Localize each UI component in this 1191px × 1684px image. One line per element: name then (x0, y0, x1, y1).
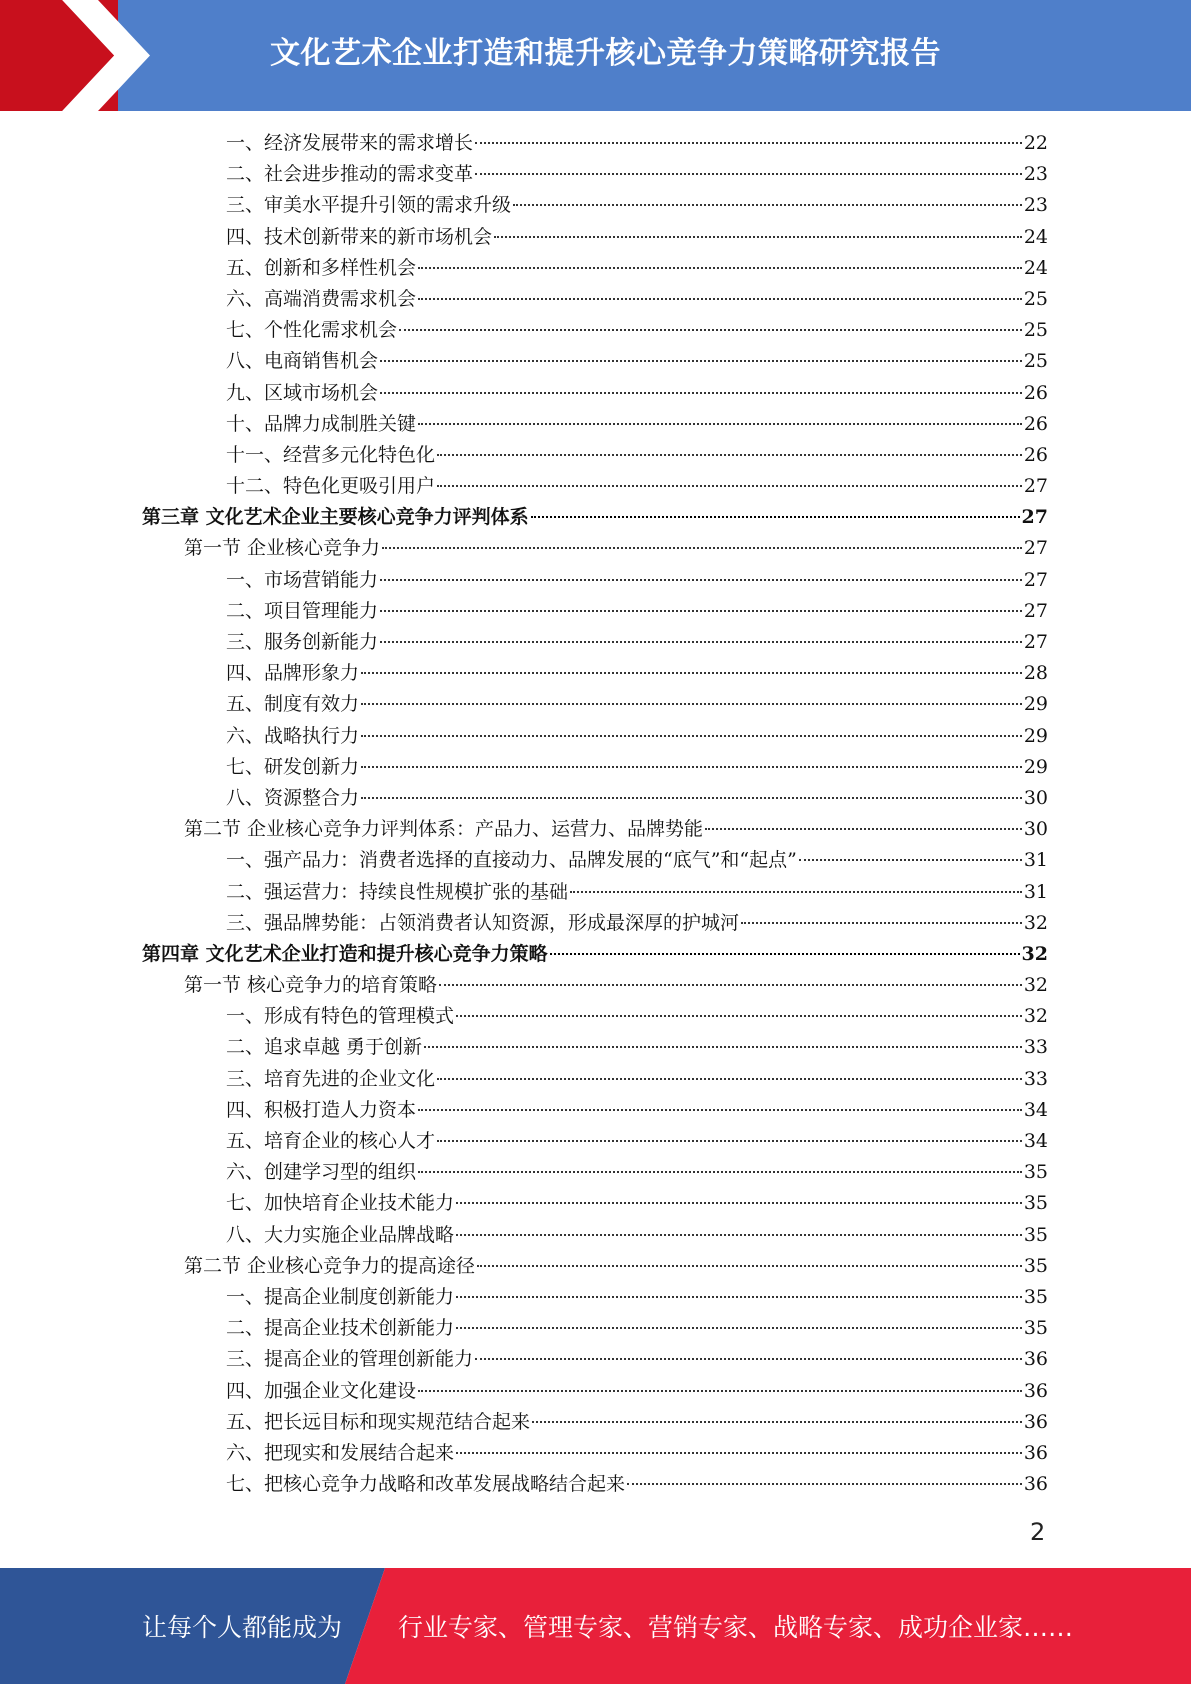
dot-leader (550, 952, 1020, 955)
toc-item-row[interactable] (142, 284, 1048, 315)
toc-entry-page: 36 (1023, 1410, 1048, 1433)
dot-leader (456, 1201, 1022, 1204)
dot-leader (418, 422, 1022, 425)
toc-entry-label: 十一、经营多元化特色化 (226, 443, 436, 466)
toc-section-row[interactable] (142, 814, 1048, 845)
dot-leader (380, 391, 1022, 394)
page-number: 2 (1030, 1518, 1046, 1546)
toc-entry-page: 30 (1023, 818, 1048, 841)
toc-section-row[interactable] (142, 970, 1048, 1001)
toc-entry-label: 三、服务创新能力 (226, 631, 379, 653)
dot-leader (361, 796, 1022, 799)
toc-entry-label: 二、项目管理能力 (226, 599, 379, 622)
toc-chapter-row[interactable] (142, 502, 1048, 533)
toc-item-row[interactable] (142, 1157, 1048, 1188)
toc-entry-page: 35 (1023, 1254, 1048, 1277)
dot-leader (494, 235, 1022, 238)
toc-item-row[interactable] (142, 1188, 1048, 1219)
dot-leader (418, 297, 1022, 300)
dot-leader (456, 1326, 1022, 1329)
toc-entry-page: 31 (1023, 880, 1048, 903)
toc-item-row[interactable] (142, 315, 1048, 346)
toc-entry-page: 26 (1023, 443, 1048, 466)
page-footer (0, 1568, 1191, 1684)
page-header (0, 0, 1191, 111)
toc-entry-page: 32 (1021, 942, 1048, 965)
toc-entry-page: 36 (1023, 1473, 1048, 1496)
dot-leader (380, 359, 1022, 362)
toc-item-row[interactable] (142, 1438, 1048, 1469)
dot-leader (475, 141, 1022, 144)
toc-entry-page: 32 (1023, 1005, 1048, 1028)
toc-entry-page: 35 (1023, 1192, 1048, 1215)
toc-entry-label: 七、个性化需求机会 (226, 319, 398, 342)
toc-entry-label: 八、大力实施企业品牌战略 (226, 1223, 455, 1246)
dot-leader (741, 921, 1022, 924)
toc-entry-page: 25 (1023, 319, 1048, 342)
dot-leader (705, 827, 1022, 830)
toc-item-row[interactable] (142, 1095, 1048, 1126)
dot-leader (380, 640, 1022, 643)
toc-entry-page: 30 (1023, 786, 1048, 809)
toc-entry-page: 29 (1023, 693, 1048, 716)
toc-entry-page: 33 (1023, 1036, 1048, 1059)
toc-entry-label: 二、提高企业技术创新能力 (226, 1317, 455, 1340)
toc-entry-page: 23 (1023, 163, 1048, 186)
toc-entry-page: 32 (1023, 911, 1048, 934)
toc-item-row[interactable] (142, 1376, 1048, 1407)
dot-leader (456, 1295, 1022, 1298)
toc-entry-page: 36 (1023, 1379, 1048, 1402)
toc-entry-label: 六、战略执行力 (226, 724, 360, 747)
toc-entry-page: 25 (1023, 350, 1048, 373)
toc-entry-label: 第二节 企业核心竞争力评判体系：产品力、运营力、品牌势能 (184, 818, 704, 841)
toc-entry-page: 22 (1023, 132, 1048, 154)
toc-item-row[interactable] (142, 159, 1048, 190)
toc-item-row[interactable] (142, 596, 1048, 627)
toc-entry-page: 34 (1023, 1130, 1048, 1152)
toc-item-row[interactable] (142, 1313, 1048, 1344)
toc-entry-label: 第二节 企业核心竞争力的提高途径 (184, 1254, 476, 1277)
toc-item-row[interactable] (142, 253, 1048, 284)
toc-item-row[interactable] (142, 627, 1048, 658)
dot-leader (570, 890, 1022, 893)
toc-entry-label: 五、制度有效力 (226, 693, 360, 716)
toc-entry-page: 35 (1023, 1161, 1048, 1184)
toc-item-row[interactable] (142, 1469, 1048, 1500)
dot-leader (361, 765, 1022, 768)
toc-entry-label: 八、电商销售机会 (226, 350, 379, 373)
toc-item-row[interactable] (142, 1001, 1048, 1032)
toc-entry-label: 二、追求卓越 勇于创新 (226, 1036, 423, 1059)
dot-leader (456, 1451, 1022, 1454)
toc-entry-page: 32 (1023, 974, 1048, 997)
dot-leader (456, 1014, 1022, 1017)
toc-section-row[interactable] (142, 1251, 1048, 1282)
dot-leader (456, 1233, 1022, 1236)
toc-entry-label: 第三章 文化艺术企业主要核心竞争力评判体系 (142, 506, 529, 529)
toc-entry-label: 一、形成有特色的管理模式 (226, 1005, 455, 1028)
toc-item-row[interactable] (142, 1220, 1048, 1251)
toc-entry-label: 一、经济发展带来的需求增长 (226, 132, 474, 154)
dot-leader (532, 1420, 1022, 1423)
toc-entry-label: 四、加强企业文化建设 (226, 1379, 417, 1402)
toc-entry-label: 五、创新和多样性机会 (226, 256, 417, 279)
dot-leader (437, 484, 1022, 487)
toc-entry-label: 七、研发创新力 (226, 755, 360, 778)
toc-entry-page: 28 (1023, 662, 1048, 685)
toc-entry-page: 36 (1023, 1441, 1048, 1464)
toc-entry-label: 四、积极打造人力资本 (226, 1098, 417, 1121)
dot-leader (361, 671, 1022, 674)
toc-item-row[interactable] (142, 658, 1048, 689)
toc-entry-page: 35 (1023, 1285, 1048, 1308)
toc-section-row[interactable] (142, 533, 1048, 564)
dot-leader (627, 1482, 1022, 1485)
dot-leader (437, 453, 1022, 456)
toc-item-row[interactable] (142, 1032, 1048, 1063)
toc-entry-label: 八、资源整合力 (226, 786, 360, 809)
toc-entry-label: 一、市场营销能力 (226, 568, 379, 591)
toc-entry-label: 第一节 企业核心竞争力 (184, 537, 381, 560)
toc-entry-label: 一、提高企业制度创新能力 (226, 1285, 455, 1308)
dot-leader (513, 203, 1022, 206)
dot-leader (418, 266, 1022, 269)
toc-item-row[interactable] (142, 845, 1048, 876)
dot-leader (424, 1045, 1022, 1048)
toc-item-row[interactable] (142, 565, 1048, 596)
toc-entry-page: 33 (1023, 1067, 1048, 1090)
toc-entry-label: 五、把长远目标和现实规范结合起来 (226, 1410, 531, 1433)
toc-entry-label: 六、把现实和发展结合起来 (226, 1441, 455, 1464)
dot-leader (437, 1077, 1022, 1080)
toc-entry-page: 27 (1023, 568, 1048, 591)
toc-entry-label: 二、社会进步推动的需求变革 (226, 163, 474, 186)
toc-item-row[interactable] (142, 190, 1048, 221)
toc-entry-page: 27 (1023, 599, 1048, 622)
dot-leader (477, 1264, 1022, 1267)
toc-entry-label: 四、品牌形象力 (226, 662, 360, 685)
toc-item-row[interactable] (142, 222, 1048, 253)
toc-item-row[interactable] (142, 378, 1048, 409)
dot-leader (437, 1139, 1022, 1142)
toc-entry-label: 九、区域市场机会 (226, 381, 379, 404)
dot-leader (418, 1170, 1022, 1173)
dot-leader (418, 1108, 1022, 1111)
toc-entry-label: 三、培育先进的企业文化 (226, 1067, 436, 1090)
toc-item-row[interactable] (142, 409, 1048, 440)
toc-item-row[interactable] (142, 1126, 1048, 1157)
toc-entry-page: 31 (1023, 849, 1048, 872)
toc-item-row[interactable] (142, 346, 1048, 377)
toc-entry-label: 第一节 核心竞争力的培育策略 (184, 974, 438, 997)
toc-entry-label: 十、品牌力成制胜关键 (226, 412, 417, 435)
report-title: 文化艺术企业打造和提升核心竞争力策略研究报告 (270, 36, 941, 71)
header-chevron-icon (0, 0, 160, 111)
toc-entry-page: 27 (1023, 475, 1048, 498)
toc-entry-page: 23 (1023, 194, 1048, 217)
table-of-contents (142, 128, 1048, 1500)
toc-entry-label: 三、强品牌势能：占领消费者认知资源，形成最深厚的护城河 (226, 911, 740, 934)
toc-item-row[interactable] (142, 128, 1048, 159)
toc-entry-page: 24 (1023, 225, 1048, 248)
dot-leader (531, 515, 1020, 518)
dot-leader (418, 1389, 1022, 1392)
dot-leader (475, 1357, 1022, 1360)
toc-entry-page: 29 (1023, 755, 1048, 778)
toc-entry-page: 26 (1023, 412, 1048, 435)
dot-leader (799, 858, 1022, 861)
toc-item-row[interactable] (142, 440, 1048, 471)
toc-entry-label: 第四章 文化艺术企业打造和提升核心竞争力策略 (142, 942, 548, 965)
toc-entry-label: 七、把核心竞争力战略和改革发展战略结合起来 (226, 1473, 626, 1496)
toc-item-row[interactable] (142, 689, 1048, 720)
toc-entry-page: 24 (1023, 256, 1048, 279)
toc-entry-page: 27 (1023, 631, 1048, 653)
toc-entry-page: 29 (1023, 724, 1048, 747)
toc-item-row[interactable] (142, 471, 1048, 502)
toc-entry-page: 35 (1023, 1223, 1048, 1246)
toc-entry-page: 25 (1023, 287, 1048, 310)
toc-item-row[interactable] (142, 908, 1048, 939)
dot-leader (382, 546, 1022, 549)
toc-entry-label: 七、加快培育企业技术能力 (226, 1192, 455, 1215)
dot-leader (361, 734, 1022, 737)
toc-entry-page: 27 (1021, 506, 1048, 529)
toc-entry-page: 26 (1023, 381, 1048, 404)
toc-item-row[interactable] (142, 1344, 1048, 1375)
toc-entry-label: 一、强产品力：消费者选择的直接动力、品牌发展的“底气”和“起点” (226, 849, 797, 872)
dot-leader (361, 702, 1022, 705)
toc-entry-page: 35 (1023, 1317, 1048, 1340)
toc-chapter-row[interactable] (142, 939, 1048, 970)
toc-item-row[interactable] (142, 783, 1048, 814)
toc-item-row[interactable] (142, 721, 1048, 752)
toc-item-row[interactable] (142, 1282, 1048, 1313)
toc-entry-label: 十二、特色化更吸引用户 (226, 475, 436, 498)
toc-entry-label: 六、高端消费需求机会 (226, 287, 417, 310)
toc-entry-label: 五、培育企业的核心人才 (226, 1130, 436, 1152)
dot-leader (380, 578, 1022, 581)
toc-item-row[interactable] (142, 1407, 1048, 1438)
dot-leader (380, 609, 1022, 612)
dot-leader (475, 172, 1022, 175)
toc-entry-label: 六、创建学习型的组织 (226, 1161, 417, 1184)
dot-leader (399, 328, 1022, 331)
dot-leader (439, 983, 1022, 986)
footer-slogan-right: 行业专家、管理专家、营销专家、战略专家、成功企业家…… (398, 1613, 1074, 1642)
toc-entry-page: 36 (1023, 1348, 1048, 1371)
toc-entry-page: 27 (1023, 537, 1048, 560)
footer-slogan-left: 让每个人都能成为 (142, 1613, 343, 1642)
toc-entry-label: 三、审美水平提升引领的需求升级 (226, 194, 512, 217)
toc-entry-page: 34 (1023, 1098, 1048, 1121)
toc-entry-label: 二、强运营力：持续良性规模扩张的基础 (226, 880, 569, 903)
toc-entry-label: 三、提高企业的管理创新能力 (226, 1348, 474, 1371)
toc-item-row[interactable] (142, 752, 1048, 783)
toc-entry-label: 四、技术创新带来的新市场机会 (226, 225, 493, 248)
toc-item-row[interactable] (142, 1064, 1048, 1095)
toc-item-row[interactable] (142, 877, 1048, 908)
